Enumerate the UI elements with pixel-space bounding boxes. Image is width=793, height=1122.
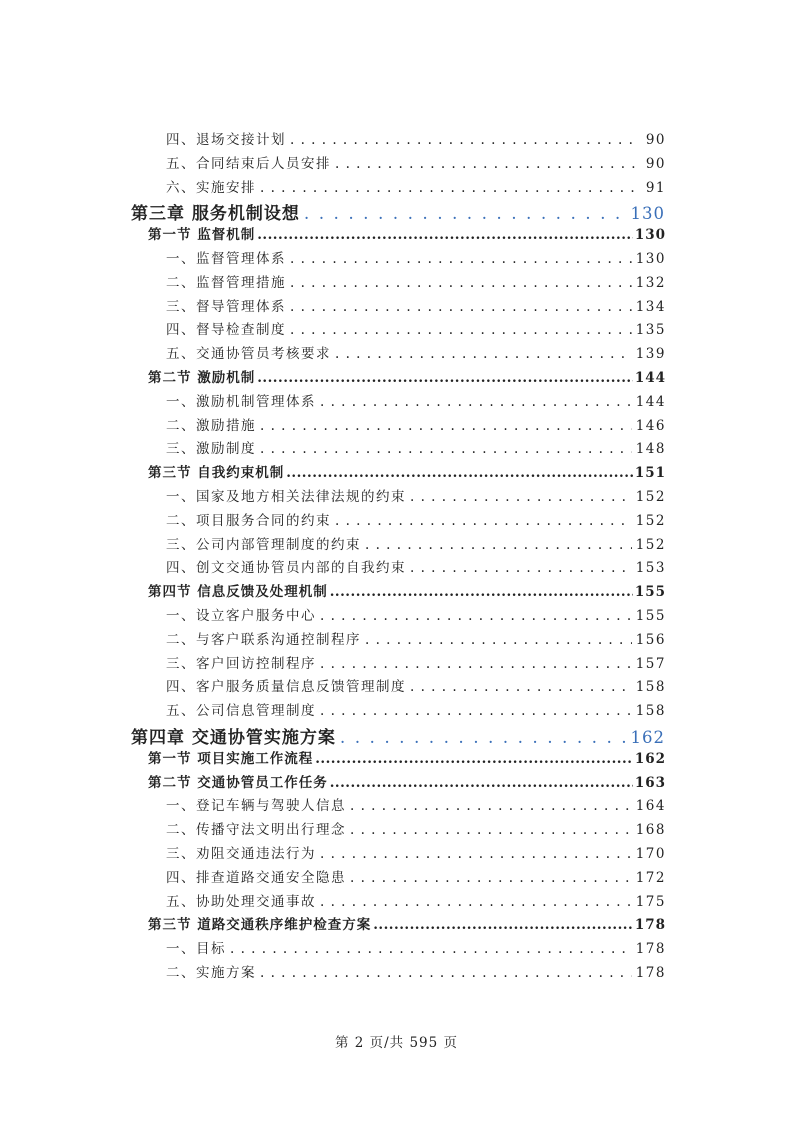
toc-page-number: 90 xyxy=(645,132,666,148)
toc-entry-label: 四、创文交通协管员内部的自我约束 xyxy=(166,560,406,577)
toc-entry-label: 四、排查道路交通安全隐患 xyxy=(166,869,346,886)
toc-leader-dots xyxy=(290,251,632,267)
toc-subsection-entry[interactable] xyxy=(166,794,666,814)
toc-entry-label: 三、公司内部管理制度的约束 xyxy=(166,536,361,553)
toc-entry-label: 三、客户回访控制程序 xyxy=(166,655,316,672)
toc-page-number: 164 xyxy=(635,798,666,815)
toc-leader-dots xyxy=(260,965,632,981)
toc-page-number: 155 xyxy=(634,584,666,601)
toc-chapter-entry[interactable] xyxy=(131,723,665,748)
toc-subsection-entry[interactable] xyxy=(166,152,666,172)
toc-subsection-entry[interactable] xyxy=(166,818,666,838)
toc-chapter-entry[interactable] xyxy=(131,199,665,224)
toc-entry-label: 三、激励制度 xyxy=(166,441,256,458)
toc-page-number: 178 xyxy=(635,941,666,958)
toc-leader-dots xyxy=(320,894,632,910)
toc-page-number: 144 xyxy=(634,370,666,386)
toc-entry-label: 第一节 项目实施工作流程 xyxy=(148,750,314,767)
toc-leader-dots xyxy=(257,227,633,243)
toc-leader-dots xyxy=(320,703,632,719)
toc-entry-label: 五、公司信息管理制度 xyxy=(166,703,316,720)
toc-page-number: 170 xyxy=(635,846,666,862)
toc-leader-dots xyxy=(335,513,632,529)
toc-entry-label: 二、实施方案 xyxy=(166,965,256,981)
toc-subsection-entry[interactable] xyxy=(166,342,666,362)
toc-page-number: 153 xyxy=(635,560,666,577)
toc-subsection-entry[interactable] xyxy=(166,699,666,719)
toc-section-entry[interactable] xyxy=(148,461,666,481)
toc-section-entry[interactable] xyxy=(148,913,666,933)
toc-page-number: 139 xyxy=(635,346,666,363)
toc-subsection-entry[interactable] xyxy=(166,652,666,672)
toc-leader-dots xyxy=(290,275,632,291)
toc-entry-label: 三、劝阻交通违法行为 xyxy=(166,846,316,862)
toc-subsection-entry[interactable] xyxy=(166,628,666,648)
toc-page-number: 163 xyxy=(634,774,666,791)
toc-entry-label: 第一节 监督机制 xyxy=(148,227,256,244)
toc-subsection-entry[interactable] xyxy=(166,533,666,553)
toc-subsection-entry[interactable] xyxy=(166,437,666,457)
toc-leader-dots xyxy=(260,418,632,434)
toc-leader-dots xyxy=(320,656,632,672)
toc-leader-dots xyxy=(335,346,632,362)
toc-section-entry[interactable] xyxy=(148,366,666,386)
toc-entry-label: 四、客户服务质量信息反馈管理制度 xyxy=(166,679,406,696)
toc-subsection-entry[interactable] xyxy=(166,318,666,338)
toc-entry-label: 二、监督管理措施 xyxy=(166,274,286,291)
toc-subsection-entry[interactable] xyxy=(166,414,666,434)
toc-subsection-entry[interactable] xyxy=(166,961,666,981)
toc-entry-label: 四、退场交接计划 xyxy=(166,132,286,148)
toc-subsection-entry[interactable] xyxy=(166,842,666,862)
toc-page-number: 158 xyxy=(635,679,666,696)
toc-entry-label: 三、督导管理体系 xyxy=(166,298,286,315)
toc-page-number: 168 xyxy=(635,822,666,839)
toc-subsection-entry[interactable] xyxy=(166,295,666,315)
toc-entry-label: 第四节 信息反馈及处理机制 xyxy=(148,584,328,601)
toc-page-number: 130 xyxy=(630,204,665,224)
toc-page-number: 175 xyxy=(635,893,666,910)
page-footer: 第 2 页/共 595 页 xyxy=(334,1035,459,1051)
toc-page-number: 151 xyxy=(634,465,666,482)
toc-leader-dots xyxy=(290,299,632,315)
toc-leader-dots xyxy=(365,537,632,553)
toc-leader-dots xyxy=(365,632,632,648)
toc-entry-label: 四、督导检查制度 xyxy=(166,322,286,339)
toc-leader-dots xyxy=(335,156,636,172)
toc-entry-label: 二、与客户联系沟通控制程序 xyxy=(166,631,361,648)
toc-entry-label: 一、激励机制管理体系 xyxy=(166,393,316,410)
toc-leader-dots xyxy=(410,560,632,576)
toc-page-number: 91 xyxy=(645,179,666,196)
toc-subsection-entry[interactable] xyxy=(166,890,666,910)
toc-section-entry[interactable] xyxy=(148,223,666,243)
toc-entry-label: 第二节 激励机制 xyxy=(148,370,256,386)
toc-leader-dots xyxy=(410,679,632,695)
toc-leader-dots xyxy=(230,941,632,957)
toc-leader-dots xyxy=(350,870,632,886)
toc-leader-dots xyxy=(350,798,632,814)
toc-entry-label: 一、目标 xyxy=(166,941,226,958)
toc-page-number: 135 xyxy=(635,322,666,339)
toc-entry-label: 一、设立客户服务中心 xyxy=(166,608,316,624)
toc-entry-label: 五、合同结束后人员安排 xyxy=(166,155,331,172)
toc-page-number: 162 xyxy=(634,750,666,767)
toc-page-number: 152 xyxy=(635,512,666,529)
toc-page-number: 162 xyxy=(630,728,665,747)
toc-leader-dots xyxy=(257,370,633,386)
toc-subsection-entry[interactable] xyxy=(166,866,666,886)
toc-leader-dots xyxy=(260,441,632,457)
toc-subsection-entry[interactable] xyxy=(166,390,666,410)
toc-subsection-entry[interactable] xyxy=(166,176,666,196)
toc-leader-dots xyxy=(320,846,632,862)
toc-page-number: 152 xyxy=(635,489,666,505)
toc-section-entry[interactable] xyxy=(148,580,666,600)
toc-subsection-entry[interactable] xyxy=(166,509,666,529)
toc-page-number: 158 xyxy=(635,703,666,720)
toc-leader-dots xyxy=(330,584,633,600)
toc-page-number: 130 xyxy=(634,227,666,244)
toc-page-number: 156 xyxy=(635,631,666,648)
toc-page-number: 178 xyxy=(635,965,666,981)
toc-section-entry[interactable] xyxy=(148,771,666,791)
toc-subsection-entry[interactable] xyxy=(166,604,666,624)
toc-subsection-entry[interactable] xyxy=(166,937,666,957)
toc-page-number: 172 xyxy=(635,869,666,886)
toc-entry-label: 二、项目服务合同的约束 xyxy=(166,512,331,529)
toc-entry-label: 第三节 自我约束机制 xyxy=(148,465,285,482)
toc-entry-label: 二、传播守法文明出行理念 xyxy=(166,822,346,839)
toc-leader-dots xyxy=(290,132,636,148)
toc-leader-dots xyxy=(304,204,627,224)
toc-page-number: 130 xyxy=(635,251,666,267)
toc-page-number: 134 xyxy=(635,298,666,315)
toc-leader-dots xyxy=(320,394,632,410)
toc-subsection-entry[interactable] xyxy=(166,675,666,695)
toc-entry-label: 第二节 交通协管员工作任务 xyxy=(148,774,328,791)
toc-page-number: 144 xyxy=(635,393,666,410)
toc-leader-dots xyxy=(373,917,633,933)
toc-page-number: 90 xyxy=(645,155,666,172)
toc-entry-label: 五、交通协管员考核要求 xyxy=(166,346,331,363)
toc-leader-dots xyxy=(315,751,633,767)
toc-entry-label: 第三章 服务机制设想 xyxy=(131,204,300,225)
toc-entry-label: 一、监督管理体系 xyxy=(166,251,286,267)
toc-page-number: 146 xyxy=(635,417,666,434)
toc-entry-label: 一、登记车辆与驾驶人信息 xyxy=(166,798,346,815)
toc-page-number: 152 xyxy=(635,536,666,553)
toc-leader-dots xyxy=(340,728,627,748)
toc-leader-dots xyxy=(320,608,632,624)
toc-leader-dots xyxy=(260,180,636,196)
toc-page-number: 178 xyxy=(634,917,666,934)
toc-entry-label: 五、协助处理交通事故 xyxy=(166,893,316,910)
toc-entry-label: 六、实施安排 xyxy=(166,179,256,196)
toc-entry-label: 一、国家及地方相关法律法规的约束 xyxy=(166,489,406,505)
toc-entry-label: 第四章 交通协管实施方案 xyxy=(131,728,336,748)
toc-leader-dots xyxy=(330,775,633,791)
toc-page-number: 157 xyxy=(635,655,666,672)
toc-subsection-entry[interactable] xyxy=(166,556,666,576)
toc-leader-dots xyxy=(286,465,633,481)
toc-section-entry[interactable] xyxy=(148,747,666,767)
toc-subsection-entry[interactable] xyxy=(166,485,666,505)
toc-subsection-entry[interactable] xyxy=(166,128,666,148)
toc-leader-dots xyxy=(290,322,632,338)
toc-page-number: 148 xyxy=(635,441,666,458)
toc-leader-dots xyxy=(350,822,632,838)
toc-entry-label: 二、激励措施 xyxy=(166,417,256,434)
toc-subsection-entry[interactable] xyxy=(166,271,666,291)
toc-subsection-entry[interactable] xyxy=(166,247,666,267)
toc-page-number: 132 xyxy=(635,274,666,291)
toc-page-number: 155 xyxy=(635,608,666,624)
toc-leader-dots xyxy=(410,489,632,505)
toc-entry-label: 第三节 道路交通秩序维护检查方案 xyxy=(148,917,372,934)
